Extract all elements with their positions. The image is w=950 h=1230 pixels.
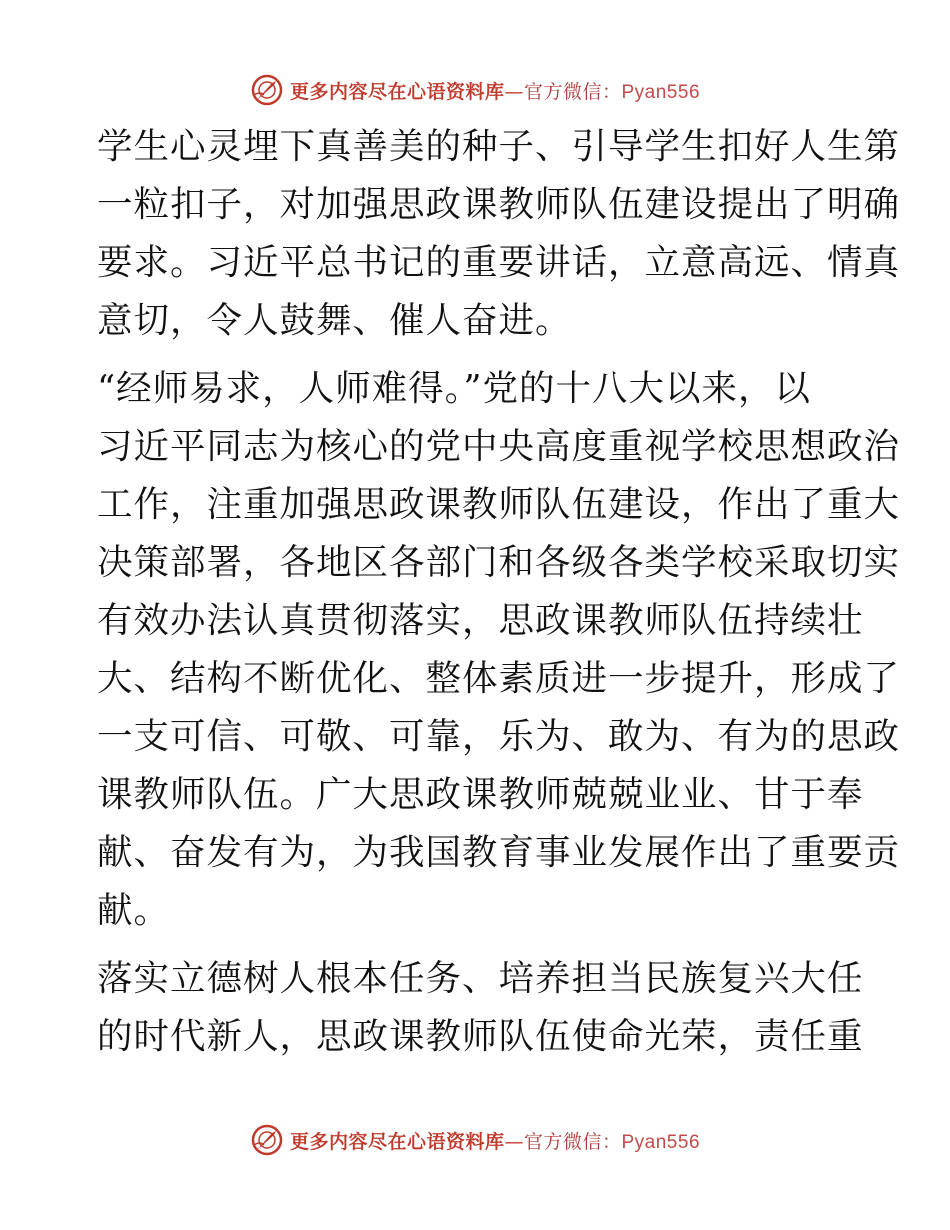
paragraph-gap <box>97 350 867 360</box>
text-line: 献。 <box>97 890 171 931</box>
watermark-separator: — <box>504 80 524 103</box>
watermark-separator: — <box>504 1130 524 1153</box>
footer-watermark <box>0 1120 950 1160</box>
quill-logo-icon <box>250 73 284 107</box>
paragraph <box>97 950 867 1066</box>
text-line: 献、奋发有为，为我国教育事业发展作出了重要贡 <box>97 832 901 873</box>
watermark-main: 更多内容尽在心语资料库 <box>289 1130 505 1153</box>
header-watermark <box>0 70 950 110</box>
text-line: 大、结构不断优化、整体素质进一步提升，形成了 <box>97 658 901 699</box>
text-line: 有效办法认真贯彻落实，思政课教师队伍持续壮 <box>97 600 864 641</box>
paragraph <box>97 118 901 350</box>
paragraph <box>97 360 901 940</box>
text-line: 课教师队伍。广大思政课教师兢兢业业、甘于奉 <box>97 774 864 815</box>
text-line: 的时代新人，思政课教师队伍使命光荣，责任重 <box>97 1016 864 1057</box>
watermark-id: Pyan556 <box>621 81 701 103</box>
text-line: 落实立德树人根本任务、培养担当民族复兴大任 <box>97 958 864 999</box>
body-text <box>97 118 901 1066</box>
text-line: 学生心灵埋下真善美的种子、引导学生扣好人生第 <box>97 126 901 167</box>
text-line: 决策部署，各地区各部门和各级各类学校采取切实 <box>97 542 901 583</box>
text-line: 一支可信、可敬、可靠，乐为、敢为、有为的思政 <box>97 716 901 757</box>
watermark-text <box>290 1127 700 1154</box>
watermark-label: 官方微信： <box>523 1130 622 1153</box>
paragraph-gap <box>97 940 867 950</box>
watermark-text <box>290 77 700 104</box>
text-line: 一粒扣子，对加强思政课教师队伍建设提出了明确 <box>97 184 901 225</box>
text-line: 习近平同志为核心的党中央高度重视学校思想政治 <box>97 426 901 467</box>
text-line: 工作，注重加强思政课教师队伍建设，作出了重大 <box>97 484 901 525</box>
text-line: 意切，令人鼓舞、催人奋进。 <box>97 300 572 341</box>
text-line: 要求。习近平总书记的重要讲话，立意高远、情真 <box>97 242 901 283</box>
watermark-label: 官方微信： <box>523 80 622 103</box>
text-line: “经师易求，人师难得。”党的十八大以来，以 <box>97 368 812 409</box>
quill-logo-icon <box>250 1123 284 1157</box>
watermark-id: Pyan556 <box>621 1131 701 1153</box>
watermark-main: 更多内容尽在心语资料库 <box>289 80 505 103</box>
